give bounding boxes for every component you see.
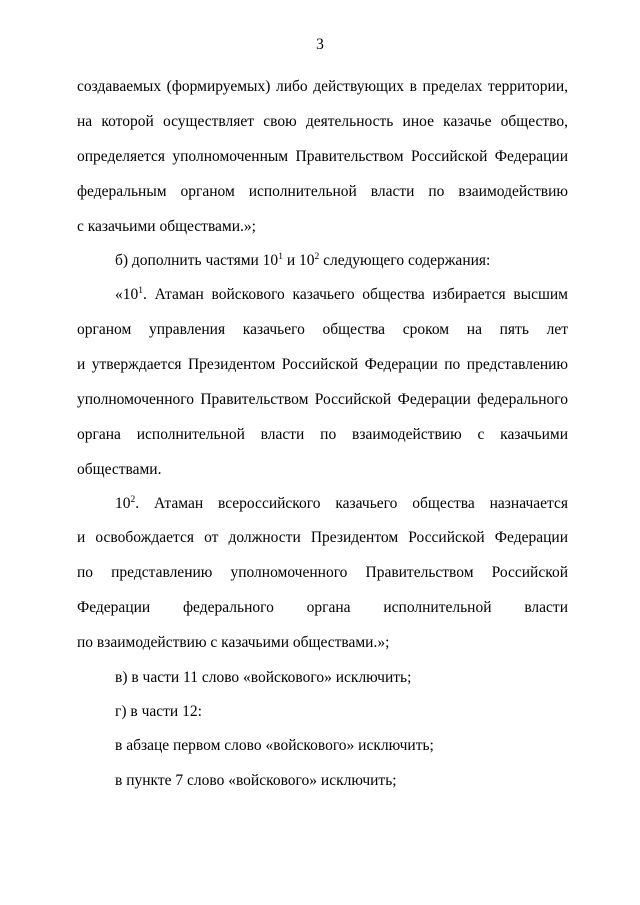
text-fragment: следующего содержания: — [319, 252, 491, 269]
text-fragment: 10 — [115, 495, 131, 512]
text-line: органа исполнительной власти по взаимодействию с казачьими — [77, 426, 568, 443]
text-line: Федерации федерального органа исполнительной власти — [77, 599, 568, 616]
text-line: обществами. — [77, 461, 162, 478]
text-line: по представлению уполномоченного Правительством Российской — [77, 564, 568, 581]
superscript: 2 — [314, 252, 320, 262]
part-10-1-first-line — [115, 285, 568, 305]
text-line: в абзаце первом слово «войскового» исключить; — [115, 737, 434, 754]
text-fragment: и 10 — [282, 252, 315, 269]
text-line: и утверждается Президентом Российской Федерации по представлению — [77, 356, 568, 373]
superscript: 1 — [278, 252, 283, 262]
superscript: 2 — [130, 495, 136, 505]
text-line: уполномоченного Правительством Российской Федерации федерального — [77, 391, 568, 408]
text-line: органом управления казачьего общества сроком на пять лет — [77, 321, 568, 338]
page-number: 3 — [316, 36, 324, 53]
text-line: по взаимодействию с казачьими обществами.»; — [77, 634, 390, 651]
text-line: в) в части 11 слово «войскового» исключить; — [115, 669, 412, 686]
text-line: и освобождается от должности Президентом Российской Федерации — [77, 529, 568, 546]
text-line: создаваемых (формируемых) либо действующих в пределах территории, — [77, 78, 568, 95]
text-line: в пункте 7 слово «войскового» исключить; — [115, 772, 397, 789]
text-fragment: . Атаман войскового казачьего общества избирается высшим — [143, 286, 568, 303]
text-line: с казачьими обществами.»; — [77, 218, 256, 235]
text-line: на которой осуществляет свою деятельность иное казачье общество, — [77, 113, 568, 130]
paragraph-b-line — [115, 251, 568, 271]
text-fragment: . Атаман всероссийского казачьего общества назначается — [135, 495, 568, 512]
text-fragment: б) дополнить частями 10 — [115, 252, 279, 269]
text-fragment: «10 — [115, 286, 139, 303]
superscript: 1 — [138, 286, 143, 296]
text-line: федеральным органом исполнительной власти по взаимодействию — [77, 183, 568, 200]
text-line: определяется уполномоченным Правительством Российской Федерации — [77, 148, 568, 165]
part-10-2-first-line — [115, 494, 568, 514]
text-line: г) в части 12: — [115, 703, 202, 720]
